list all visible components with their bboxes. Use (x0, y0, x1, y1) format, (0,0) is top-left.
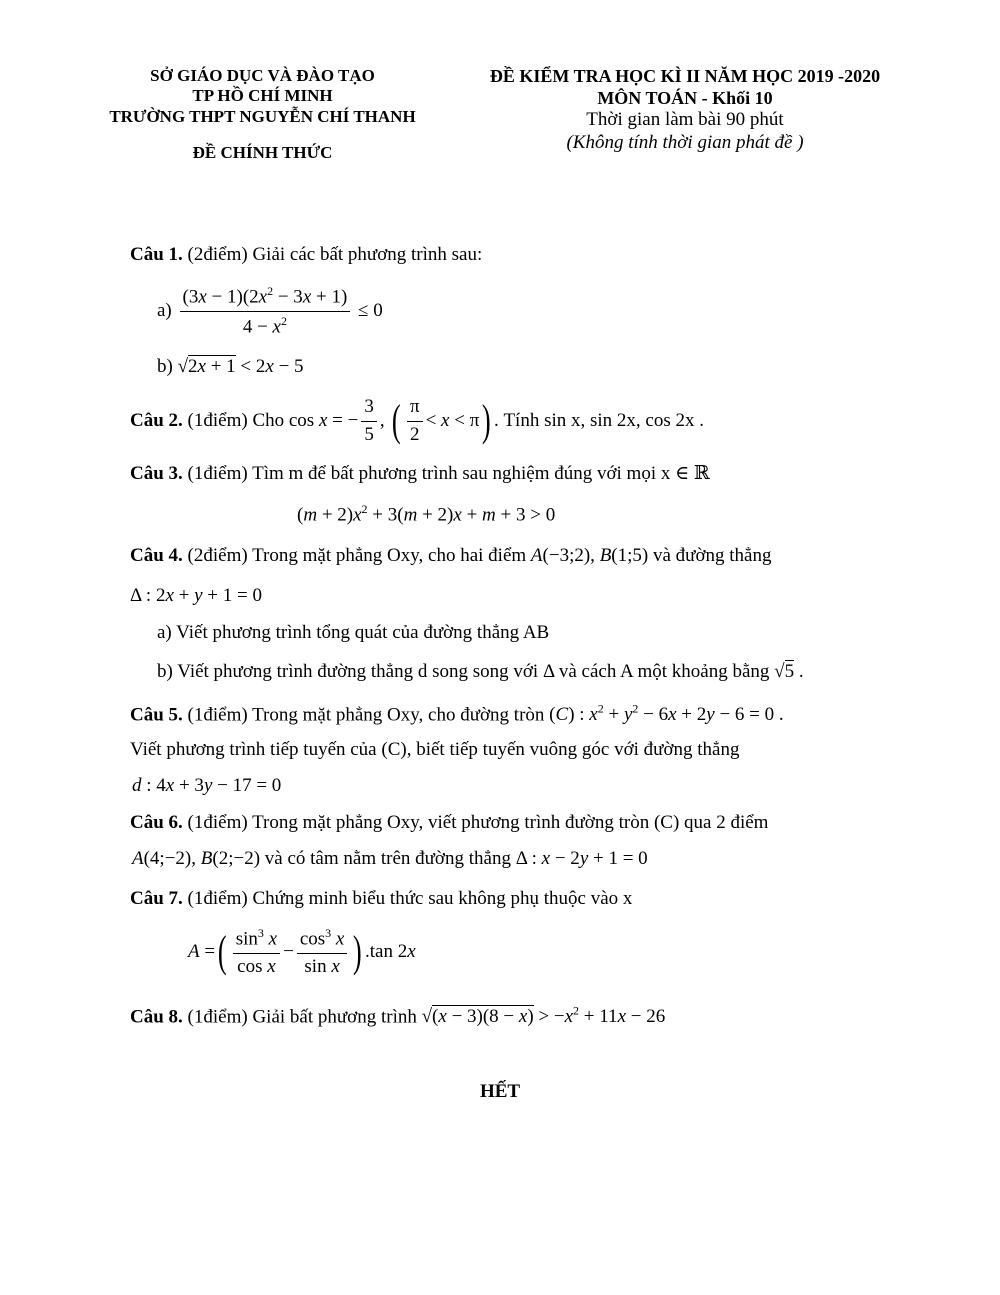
question-1a-expression: $\frac{(3x - 1)(2x^2 - 3x + 1)}{4 - x^2}$ (180, 284, 351, 339)
question-4-label: Câu 4. (130, 545, 183, 566)
question-2-tail: . Tính sin x, sin 2x, cos 2x . (493, 409, 705, 431)
question-4-tail: và đường thẳng (648, 545, 772, 566)
question-5-label: Câu 5. (130, 704, 183, 726)
question-1a-label: a) (157, 300, 172, 322)
question-7-expression: A =( $\frac{\sin^3 x}{\text{cos x}}$ − $\frac{\cos^3 x}{\text{sin x}}$ ) .tan 2x (188, 926, 416, 978)
question-2: Câu 2. (1điểm) Cho cos x = − $\frac{3}{5}$ , ( $\frac{\pi}{2}$ < x < π) . Tính sin x, sin 2x, cos 2x . (130, 396, 705, 446)
department-name: SỞ GIÁO DỤC VÀ ĐÀO TẠO (150, 66, 375, 85)
question-5-line2: Viết phương trình tiếp tuyến của (C), biết tiếp tuyến vuông góc với đường thẳng (130, 739, 740, 760)
question-2-label: Câu 2. (130, 409, 183, 431)
question-1-label: Câu 1. (130, 244, 183, 265)
question-7-label: Câu 7. (130, 888, 183, 909)
question-6-mid: và có tâm nằm trên đường thẳng (260, 848, 516, 869)
question-1a: a) $\frac{(3x - 1)(2x^2 - 3x + 1)}{4 - x^2}$ ≤ 0 (157, 284, 383, 338)
question-4a: a) Viết phương trình tổng quát của đường thẳng AB (157, 622, 550, 643)
question-8-label: Câu 8. (130, 1006, 183, 1028)
end-marker: HẾT (479, 1081, 521, 1102)
subject-line: MÔN TOÁN - Khối 10 (597, 87, 773, 108)
question-7 (130, 888, 632, 911)
question-4-line: Δ : 2x + y + 1 = 0 (130, 585, 262, 606)
question-3 (130, 463, 710, 486)
question-6-label: Câu 6. (130, 812, 183, 833)
question-3-text: (1điểm) Tìm m để bất phương trình sau nghiệm đúng với mọi x ∈ ℝ (182, 463, 710, 484)
note-line: (Không tính thời gian phát đề ) (566, 131, 804, 153)
question-6-text: (1điểm) Trong mặt phẳng Oxy, viết phương trình đường tròn (C) qua 2 điểm (182, 812, 769, 833)
question-4-text: (2điểm) Trong mặt phẳng Oxy, cho hai điểm (182, 545, 531, 566)
exam-title: ĐỀ KIỂM TRA HỌC KÌ II NĂM HỌC 2019 -2020 (489, 66, 881, 86)
question-3-expression: $(m + 2)x^2 + 3(m + 2)x + m + 3 > 0$ (297, 502, 556, 526)
question-1b-label: b) (157, 356, 173, 377)
question-5: Câu 5. (1điểm) Trong mặt phẳng Oxy, cho đường tròn (C) : $x^2 + y^2 - 6x + 2y - 6 = 0$ . (130, 702, 784, 726)
question-5-text: (1điểm) Trong mặt phẳng Oxy, cho đường tròn (182, 704, 550, 726)
header-right (455, 66, 915, 155)
question-4b: b) Viết phương trình đường thẳng d song song với Δ và cách A một khoảng bằng √5 . (157, 661, 804, 682)
question-6-line2: A(4;−2), B(2;−2) và có tâm nằm trên đường thẳng Δ : x − 2y + 1 = 0 (132, 848, 648, 869)
question-4: Câu 4. (2điểm) Trong mặt phẳng Oxy, cho hai điểm A(−3;2), B(1;5) và đường thẳng (130, 545, 772, 566)
question-3-label: Câu 3. (130, 463, 183, 484)
time-line: Thời gian làm bài 90 phút (586, 109, 784, 131)
question-8-text: (1điểm) Giải bất phương trình (182, 1006, 422, 1028)
question-5-line-d: d : 4x + 3y − 17 = 0 (132, 775, 282, 796)
question-8: Câu 8. (1điểm) Giải bất phương trình $√(x - 3)(8 - x) > -x^2 + 11x - 26$ (130, 1004, 666, 1028)
question-1b (157, 356, 304, 379)
header-left (95, 66, 430, 164)
official-label: ĐỀ CHÍNH THỨC (192, 143, 333, 163)
question-6 (130, 812, 768, 835)
question-2-text: (1điểm) Cho (182, 409, 289, 431)
question-7-text: (1điểm) Chứng minh biểu thức sau không phụ thuộc vào x (182, 888, 633, 909)
question-1-text: (2điểm) Giải các bất phương trình sau: (182, 244, 483, 265)
question-1 (130, 244, 482, 267)
city-name: TP HỒ CHÍ MINH (192, 86, 333, 106)
school-name: TRƯỜNG THPT NGUYỄN CHÍ THANH (109, 106, 416, 126)
question-4b-text: b) Viết phương trình đường thẳng d song song với Δ và cách A một khoảng bằng (157, 661, 775, 682)
question-1b-expression: √2x + 1 < 2x − 5 (177, 356, 304, 377)
